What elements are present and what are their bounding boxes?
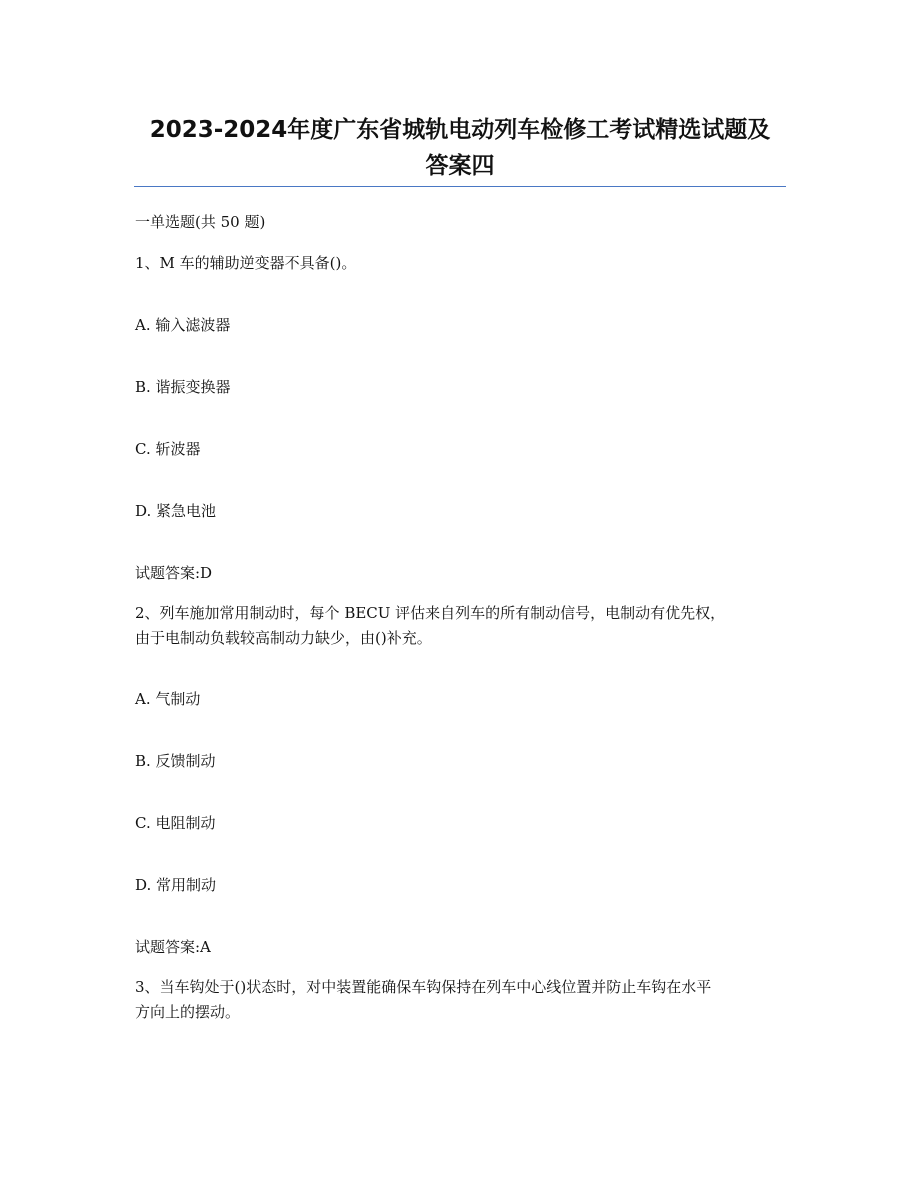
question-3-stem-line-2: 方向上的摆动。 — [135, 1003, 241, 1021]
question-1-option-b: B. 谐振变换器 — [135, 378, 231, 396]
question-2-answer: 试题答案:A — [135, 938, 211, 956]
question-1-option-c: C. 斩波器 — [135, 440, 201, 458]
question-1-option-d: D. 紧急电池 — [135, 502, 217, 520]
title-divider — [134, 186, 786, 187]
question-2-stem-line-2: 由于电制动负载较高制动力缺少，由()补充。 — [135, 629, 432, 647]
question-2-option-b: B. 反馈制动 — [135, 752, 216, 770]
question-2-option-d: D. 常用制动 — [135, 876, 217, 894]
section-label: 一单选题(共 50 题) — [135, 213, 266, 231]
question-2-option-a: A. 气制动 — [135, 690, 201, 708]
page-title-line-2: 答案四 — [425, 153, 495, 179]
question-2-option-c: C. 电阻制动 — [135, 814, 216, 832]
question-1-answer: 试题答案:D — [135, 564, 213, 582]
question-3-stem-line-1: 3、当车钩处于()状态时，对中装置能确保车钩保持在列车中心线位置并防止车钩在水平 — [135, 978, 712, 996]
page-title — [120, 112, 800, 184]
question-2-stem-line-1: 2、列车施加常用制动时，每个 BECU 评估来自列车的所有制动信号，电制动有优先权， — [135, 604, 726, 622]
question-1-stem: 1、M 车的辅助逆变器不具备()。 — [135, 254, 357, 272]
question-1-option-a: A. 输入滤波器 — [135, 316, 231, 334]
page-title-line-1: 2023-2024年度广东省城轨电动列车检修工考试精选试题及 — [149, 117, 771, 143]
